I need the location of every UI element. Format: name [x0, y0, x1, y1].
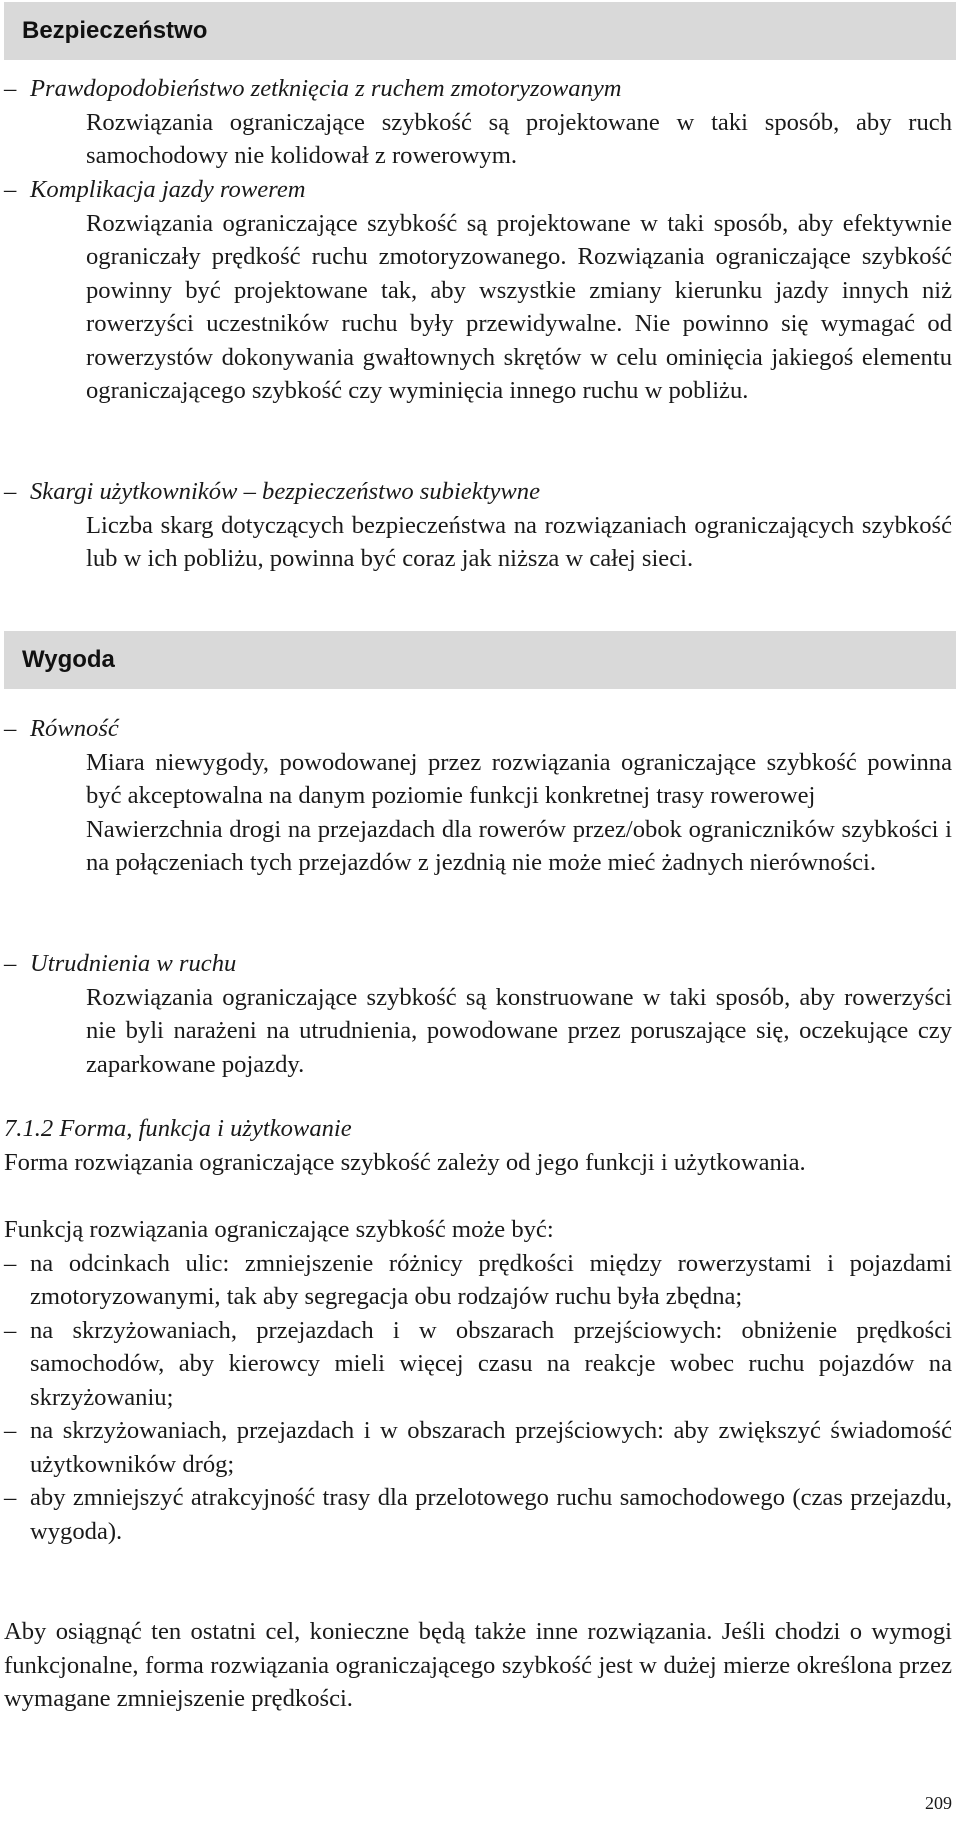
- section-header-safety: Bezpieczeństwo: [4, 2, 956, 60]
- list-dash: –: [4, 1417, 17, 1444]
- subsection-7-1-2: [4, 1112, 952, 1179]
- list-dash: –: [4, 1316, 17, 1344]
- list-dash: –: [4, 1484, 17, 1511]
- function-text: na odcinkach ulic: zmniejszenie różnicy prędkości między rowerzystami i pojazdami zmotoryzowanymi, tak aby segregacja obu rodzajów ruchu była zbędna;: [30, 1249, 952, 1310]
- item-heading: Komplikacja jazdy rowerem: [30, 176, 306, 203]
- list-dash: –: [4, 1249, 17, 1277]
- item-body-continued: Nawierzchnia drogi na przejazdach dla rowerów przez/obok ograniczników szybkości i na połączeniach tych przejazdów z jezdnią nie może mieć żadnych nierówności.: [86, 815, 952, 876]
- function-item: [4, 1247, 952, 1314]
- item-body: Rozwiązania ograniczające szybkość są projektowane w taki sposób, aby efektywnie ograniczały prędkość ruchu zmotoryzowanego. Rozwiązania ograniczające szybkość powinny być projektowane tak, aby wszystkie zmiany kierunku jazdy innych niż rowerzyści uczestników ruchu były przewidywalne. Nie powinno się wymagać od rowerzystów dokonywania gwałtownych skrętów w celu ominięcia jakiegoś elementu ograniczającego szybkość czy wyminięcia innego ruchu w pobliżu.: [86, 209, 952, 404]
- function-text: na skrzyżowaniach, przejazdach i w obszarach przejściowych: obniżenie prędkości samochodów, aby kierowcy mieli więcej czasu na reakcje wobec ruchu pojazdów na skrzyżowaniu;: [30, 1316, 952, 1411]
- item-heading: Równość: [30, 715, 119, 742]
- safety-item-riding-complication: [4, 173, 952, 408]
- list-dash: –: [4, 715, 17, 742]
- safety-item-user-complaints: [4, 475, 952, 576]
- comfort-item-traffic-obstruction: [4, 947, 952, 1081]
- function-item: [4, 1314, 952, 1415]
- safety-item-collision: [4, 72, 952, 173]
- closing-paragraph: Aby osiągnąć ten ostatni cel, konieczne będą także inne rozwiązania. Jeśli chodzi o wymogi funkcjonalne, forma rozwiązania ograniczającego szybkość jest w dużej mierze określona przez wymagane zmniejszenie prędkości.: [4, 1618, 952, 1712]
- section-header-comfort: Wygoda: [4, 631, 956, 689]
- function-item: [4, 1414, 952, 1481]
- function-item: [4, 1481, 952, 1548]
- function-text: na skrzyżowaniach, przejazdach i w obszarach przejściowych: aby zwiększyć świadomość użytkowników dróg;: [30, 1417, 952, 1478]
- functions-intro: Funkcją rozwiązania ograniczające szybkość może być:: [4, 1216, 554, 1243]
- item-heading: Utrudnienia w ruchu: [30, 950, 237, 977]
- item-heading: Prawdopodobieństwo zetknięcia z ruchem zmotoryzowanym: [30, 75, 622, 102]
- list-dash: –: [4, 950, 17, 977]
- item-body: Liczba skarg dotyczących bezpieczeństwa na rozwiązaniach ograniczających szybkość lub w ich pobliżu, powinna być coraz jak niższa w całej sieci.: [86, 511, 952, 572]
- item-body: Rozwiązania ograniczające szybkość są konstruowane w taki sposób, aby rowerzyści nie byli narażeni na utrudnienia, powodowane przez poruszające się, oczekujące czy zaparkowane pojazdy.: [86, 983, 952, 1078]
- list-dash: –: [4, 176, 17, 203]
- functions-list: [4, 1213, 952, 1548]
- list-dash: –: [4, 75, 17, 102]
- item-body: Miara niewygody, powodowanej przez rozwiązania ograniczające szybkość powinna być akceptowalna na danym poziomie funkcji konkretnej trasy rowerowej: [86, 748, 952, 809]
- comfort-item-evenness: [4, 712, 952, 880]
- list-dash: –: [4, 478, 17, 505]
- subsection-heading: 7.1.2 Forma, funkcja i użytkowanie: [4, 1115, 352, 1142]
- subsection-intro: Forma rozwiązania ograniczające szybkość zależy od jego funkcji i użytkowania.: [4, 1148, 806, 1176]
- item-heading: Skargi użytkowników – bezpieczeństwo subiektywne: [30, 478, 540, 505]
- page-number: 209: [925, 1793, 952, 1813]
- function-text: aby zmniejszyć atrakcyjność trasy dla przelotowego ruchu samochodowego (czas przejazdu, wygoda).: [30, 1484, 952, 1545]
- item-body: Rozwiązania ograniczające szybkość są projektowane w taki sposób, aby ruch samochodowy nie kolidował z rowerowym.: [86, 108, 952, 169]
